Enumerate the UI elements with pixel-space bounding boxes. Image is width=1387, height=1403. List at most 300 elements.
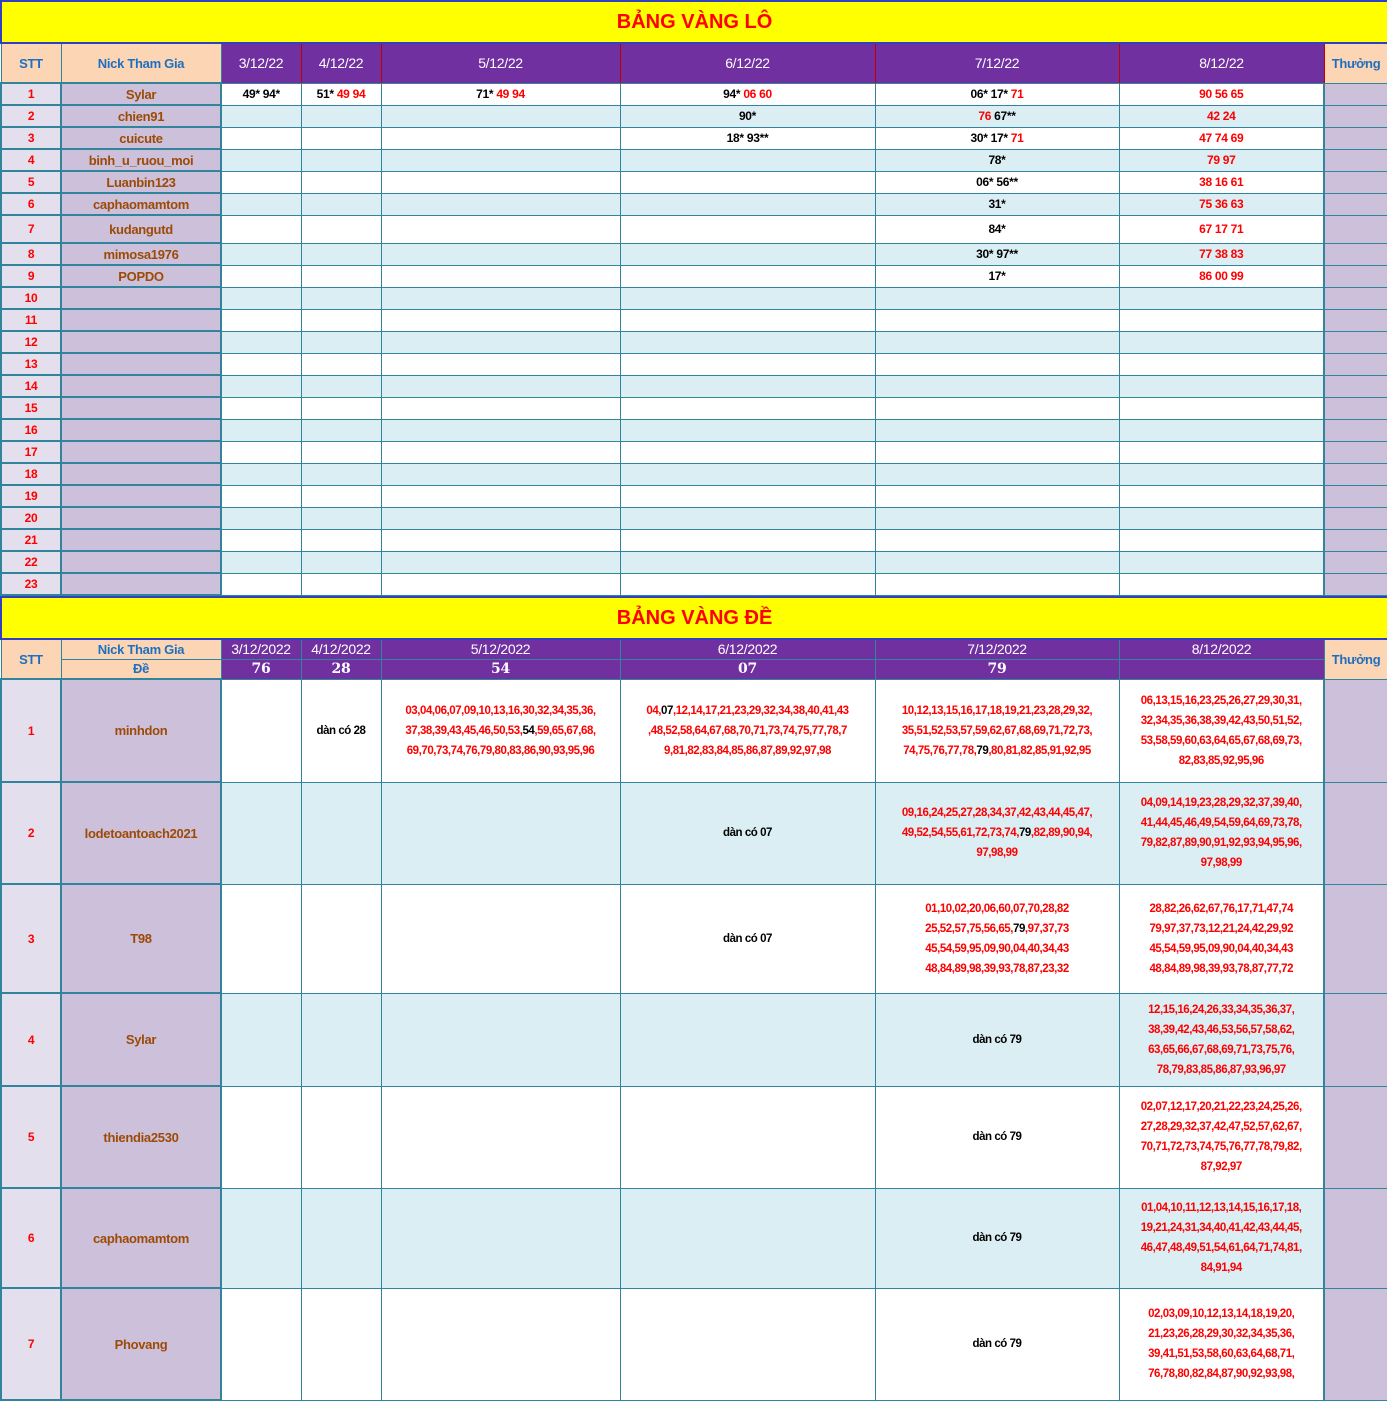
reward-cell bbox=[1324, 193, 1387, 215]
number-segment: 51* bbox=[316, 87, 337, 101]
participant-nick: Luanbin123 bbox=[61, 171, 221, 193]
lo-entry-cell bbox=[381, 331, 620, 353]
lo-entry-cell bbox=[221, 171, 301, 193]
lo-entry-cell bbox=[620, 215, 875, 243]
lo-entry-cell bbox=[620, 441, 875, 463]
lo-entry-cell bbox=[381, 83, 620, 105]
lo-entry-cell bbox=[381, 485, 620, 507]
number-segment: 78* bbox=[988, 153, 1006, 167]
reward-cell bbox=[1324, 83, 1387, 105]
number-segment: 67** bbox=[994, 109, 1016, 123]
lo-entry-cell bbox=[875, 149, 1119, 171]
row-number: 14 bbox=[1, 375, 61, 397]
de-header-nick: Nick Tham Gia bbox=[61, 639, 221, 659]
number-segment: 70,71,72,73,74,75,76,77,78,79,82, bbox=[1140, 1141, 1302, 1153]
cell-line bbox=[621, 721, 875, 741]
lo-entry-cell bbox=[620, 529, 875, 551]
lo-entry-cell bbox=[221, 353, 301, 375]
lo-entry-cell bbox=[381, 397, 620, 419]
number-segment: 01,04,10,11,12,13,14,15,16,17,18, bbox=[1141, 1202, 1302, 1214]
cell-line bbox=[876, 153, 1119, 167]
lo-entry-cell bbox=[1119, 127, 1324, 149]
de-entry-cell bbox=[221, 679, 301, 782]
lo-entry-cell bbox=[875, 551, 1119, 573]
number-segment: 94* bbox=[723, 87, 744, 101]
reward-cell bbox=[1324, 215, 1387, 243]
lo-entry-cell bbox=[620, 375, 875, 397]
reward-cell bbox=[1324, 1188, 1387, 1288]
de-entry-cell bbox=[875, 679, 1119, 782]
lo-header-nick: Nick Tham Gia bbox=[61, 43, 221, 83]
lo-entry-cell bbox=[221, 215, 301, 243]
lo-entry-cell bbox=[221, 331, 301, 353]
de-entry-cell bbox=[381, 1086, 620, 1188]
participant-nick: caphaomamtom bbox=[61, 193, 221, 215]
cell-line bbox=[1120, 1060, 1324, 1080]
reward-cell bbox=[1324, 884, 1387, 993]
lo-entry-cell bbox=[875, 463, 1119, 485]
cell-line bbox=[1120, 711, 1324, 731]
number-segment: 71 bbox=[1010, 87, 1024, 101]
reward-cell bbox=[1324, 171, 1387, 193]
lo-entry-cell bbox=[221, 149, 301, 171]
number-segment: 97,98,99 bbox=[976, 847, 1018, 859]
cell-line bbox=[302, 721, 381, 741]
number-segment: 18* 93** bbox=[726, 131, 769, 145]
participant-nick: POPDO bbox=[61, 265, 221, 287]
number-segment: 38 16 61 bbox=[1199, 175, 1244, 189]
number-segment: dàn có 79 bbox=[972, 1033, 1022, 1046]
row-number: 17 bbox=[1, 441, 61, 463]
participant-nick bbox=[61, 573, 221, 595]
cell-line bbox=[876, 109, 1119, 123]
number-segment: 01,10,02,20,06,60,07,70,28,82 bbox=[925, 902, 1069, 915]
lo-table-row bbox=[1, 243, 1387, 265]
lo-entry-cell bbox=[381, 507, 620, 529]
lo-entry-cell bbox=[381, 353, 620, 375]
lo-entry-cell bbox=[1119, 215, 1324, 243]
participant-nick bbox=[61, 463, 221, 485]
participant-nick bbox=[61, 287, 221, 309]
cell-line bbox=[1120, 131, 1324, 145]
lo-entry-cell bbox=[1119, 375, 1324, 397]
cell-line bbox=[1120, 1364, 1324, 1384]
lo-table-row bbox=[1, 105, 1387, 127]
de-entry-cell bbox=[875, 1188, 1119, 1288]
de-entry-cell bbox=[381, 884, 620, 993]
row-number: 4 bbox=[1, 993, 61, 1086]
row-number: 5 bbox=[1, 171, 61, 193]
cell-line bbox=[876, 803, 1119, 823]
lo-entry-cell bbox=[620, 83, 875, 105]
participant-nick bbox=[61, 331, 221, 353]
row-number: 10 bbox=[1, 287, 61, 309]
lo-header-date: 5/12/22 bbox=[381, 43, 620, 83]
number-segment: 82,83,85,92,95,96 bbox=[1178, 754, 1264, 767]
lo-table-row bbox=[1, 265, 1387, 287]
cell-line bbox=[876, 701, 1119, 721]
de-result-number: 07 bbox=[620, 659, 875, 679]
de-result-number: 54 bbox=[381, 659, 620, 679]
de-entry-cell bbox=[301, 782, 381, 884]
cell-line bbox=[1120, 813, 1324, 833]
lo-table-row bbox=[1, 331, 1387, 353]
participant-nick bbox=[61, 529, 221, 551]
lo-entry-cell bbox=[1119, 265, 1324, 287]
participant-nick: minhdon bbox=[61, 679, 221, 782]
number-segment: dàn có 07 bbox=[723, 827, 772, 839]
reward-cell bbox=[1324, 573, 1387, 595]
lo-entry-cell bbox=[381, 215, 620, 243]
row-number: 19 bbox=[1, 485, 61, 507]
lo-entry-cell bbox=[381, 529, 620, 551]
lo-entry-cell bbox=[221, 127, 301, 149]
number-segment: 87,92,97 bbox=[1200, 1161, 1242, 1173]
lo-entry-cell bbox=[1119, 83, 1324, 105]
de-entry-cell bbox=[381, 1188, 620, 1288]
de-table-row bbox=[1, 1288, 1387, 1400]
lo-table-row bbox=[1, 507, 1387, 529]
row-number: 1 bbox=[1, 83, 61, 105]
lo-entry-cell bbox=[221, 397, 301, 419]
lo-entry-cell bbox=[875, 529, 1119, 551]
lo-entry-cell bbox=[221, 105, 301, 127]
number-segment: 19,21,24,31,34,40,41,42,43,44,45, bbox=[1140, 1222, 1302, 1234]
lo-table-row bbox=[1, 287, 1387, 309]
de-entry-cell bbox=[1119, 1188, 1324, 1288]
participant-nick: Phovang bbox=[61, 1288, 221, 1400]
row-number: 11 bbox=[1, 309, 61, 331]
lo-entry-cell bbox=[301, 127, 381, 149]
number-segment: 78,79,83,85,86,87,93,96,97 bbox=[1156, 1063, 1286, 1076]
lo-entry-cell bbox=[381, 441, 620, 463]
lo-table-row bbox=[1, 127, 1387, 149]
cell-line bbox=[382, 701, 620, 721]
participant-nick: Sylar bbox=[61, 83, 221, 105]
number-segment: ,82,89,90,94, bbox=[1030, 827, 1093, 839]
lo-entry-cell bbox=[221, 463, 301, 485]
lo-entry-cell bbox=[620, 127, 875, 149]
row-number: 20 bbox=[1, 507, 61, 529]
lo-entry-cell bbox=[620, 573, 875, 595]
lo-entry-cell bbox=[875, 419, 1119, 441]
number-segment: 32,34,35,36,38,39,42,43,50,51,52, bbox=[1140, 714, 1302, 727]
number-segment: 06* 56** bbox=[976, 175, 1018, 189]
number-segment: dàn có 79 bbox=[972, 1338, 1022, 1350]
de-entry-cell bbox=[1119, 782, 1324, 884]
cell-line bbox=[621, 823, 875, 843]
cell-line bbox=[1120, 109, 1324, 123]
de-table-row bbox=[1, 1086, 1387, 1188]
row-number: 6 bbox=[1, 193, 61, 215]
number-segment: 79 bbox=[1013, 922, 1025, 935]
lo-entry-cell bbox=[301, 215, 381, 243]
number-segment: 39,41,51,53,58,60,63,64,68,71, bbox=[1148, 1348, 1295, 1360]
cell-line bbox=[876, 843, 1119, 863]
lo-entry-cell bbox=[875, 507, 1119, 529]
participant-nick: T98 bbox=[61, 884, 221, 993]
de-table-row bbox=[1, 993, 1387, 1086]
number-segment: ,59,65,67,68, bbox=[534, 724, 596, 737]
number-segment: ,12,14,17,21,23,29,32,34,38,40,41,43 bbox=[672, 704, 849, 717]
lo-entry-cell bbox=[381, 287, 620, 309]
row-number: 21 bbox=[1, 529, 61, 551]
cell-line bbox=[1120, 959, 1324, 979]
lo-entry-cell bbox=[301, 83, 381, 105]
cell-line bbox=[1120, 1198, 1324, 1218]
number-segment: 86 00 99 bbox=[1199, 269, 1244, 283]
cell-line bbox=[621, 87, 875, 101]
row-number: 15 bbox=[1, 397, 61, 419]
number-segment: 06,13,15,16,23,25,26,27,29,30,31, bbox=[1140, 694, 1302, 707]
number-segment: 21,23,26,28,29,30,32,34,35,36, bbox=[1148, 1328, 1295, 1340]
number-segment: 47 74 69 bbox=[1199, 131, 1244, 145]
lo-entry-cell bbox=[620, 193, 875, 215]
lo-title: BẢNG VÀNG LÔ bbox=[1, 1, 1387, 43]
lo-entry-cell bbox=[301, 441, 381, 463]
lo-entry-cell bbox=[301, 529, 381, 551]
de-entry-cell bbox=[875, 1086, 1119, 1188]
lo-entry-cell bbox=[1119, 573, 1324, 595]
lo-table-row bbox=[1, 83, 1387, 105]
number-segment: ,97,37,73 bbox=[1024, 922, 1069, 935]
number-segment: 30* 17* bbox=[970, 131, 1011, 145]
number-segment: 49 94 bbox=[496, 87, 525, 101]
number-segment: 03,04,06,07,09,10,13,16,30,32,34,35,36, bbox=[405, 704, 596, 717]
number-segment: dàn có 28 bbox=[316, 724, 366, 737]
row-number: 6 bbox=[1, 1188, 61, 1288]
cell-line bbox=[1120, 1218, 1324, 1238]
reward-cell bbox=[1324, 149, 1387, 171]
lo-entry-cell bbox=[620, 265, 875, 287]
de-entry-cell bbox=[620, 1288, 875, 1400]
lo-entry-cell bbox=[1119, 171, 1324, 193]
lo-entry-cell bbox=[381, 149, 620, 171]
cell-line bbox=[1120, 853, 1324, 873]
lo-entry-cell bbox=[301, 397, 381, 419]
de-entry-cell bbox=[381, 782, 620, 884]
lo-entry-cell bbox=[221, 287, 301, 309]
lo-entry-cell bbox=[620, 331, 875, 353]
lo-entry-cell bbox=[875, 265, 1119, 287]
participant-nick: lodetoantoach2021 bbox=[61, 782, 221, 884]
lo-entry-cell bbox=[875, 375, 1119, 397]
lo-entry-cell bbox=[301, 507, 381, 529]
row-number: 13 bbox=[1, 353, 61, 375]
number-segment: 77 38 83 bbox=[1199, 247, 1244, 261]
de-entry-cell bbox=[221, 993, 301, 1086]
lo-entry-cell bbox=[620, 353, 875, 375]
number-segment: 71* bbox=[476, 87, 497, 101]
cell-line bbox=[1120, 1324, 1324, 1344]
cell-line bbox=[876, 1334, 1119, 1354]
lo-entry-cell bbox=[1119, 551, 1324, 573]
cell-line bbox=[1120, 1238, 1324, 1258]
cell-line bbox=[1120, 751, 1324, 771]
cell-line bbox=[876, 919, 1119, 939]
lo-entry-cell bbox=[301, 419, 381, 441]
cell-line bbox=[621, 929, 875, 949]
de-entry-cell bbox=[221, 782, 301, 884]
lo-entry-cell bbox=[381, 573, 620, 595]
participant-nick: kudangutd bbox=[61, 215, 221, 243]
de-entry-cell bbox=[381, 679, 620, 782]
de-entry-cell bbox=[301, 1188, 381, 1288]
lo-entry-cell bbox=[875, 309, 1119, 331]
cell-line bbox=[876, 269, 1119, 283]
de-result-number bbox=[1119, 659, 1324, 679]
reward-cell bbox=[1324, 309, 1387, 331]
number-segment: 49 94 bbox=[336, 87, 366, 101]
lo-entry-cell bbox=[875, 287, 1119, 309]
row-number: 22 bbox=[1, 551, 61, 573]
number-segment: 49,52,54,55,61,72,73,74, bbox=[901, 827, 1019, 839]
lo-entry-cell bbox=[875, 171, 1119, 193]
cell-line bbox=[1120, 1000, 1324, 1020]
lo-entry-cell bbox=[381, 243, 620, 265]
lo-table-row bbox=[1, 397, 1387, 419]
cell-line bbox=[876, 721, 1119, 741]
lo-entry-cell bbox=[221, 441, 301, 463]
lo-entry-cell bbox=[381, 551, 620, 573]
reward-cell bbox=[1324, 397, 1387, 419]
number-segment: dàn có 79 bbox=[972, 1232, 1022, 1244]
lo-table bbox=[0, 0, 1387, 596]
lo-entry-cell bbox=[381, 265, 620, 287]
lo-entry-cell bbox=[221, 507, 301, 529]
lo-header-date: 3/12/22 bbox=[221, 43, 301, 83]
de-entry-cell bbox=[1119, 993, 1324, 1086]
cell-line bbox=[876, 899, 1119, 919]
lo-entry-cell bbox=[620, 309, 875, 331]
lo-entry-cell bbox=[221, 243, 301, 265]
lo-entry-cell bbox=[301, 485, 381, 507]
lo-entry-cell bbox=[620, 397, 875, 419]
cell-line bbox=[1120, 269, 1324, 283]
lo-entry-cell bbox=[875, 397, 1119, 419]
row-number: 2 bbox=[1, 105, 61, 127]
number-segment: 45,54,59,95,09,90,04,40,34,43 bbox=[1149, 942, 1294, 955]
de-header-de-label: Đề bbox=[61, 659, 221, 679]
lo-table-row bbox=[1, 485, 1387, 507]
lo-entry-cell bbox=[620, 105, 875, 127]
reward-cell bbox=[1324, 243, 1387, 265]
number-segment: 06 60 bbox=[743, 87, 772, 101]
number-segment: 02,03,09,10,12,13,14,18,19,20, bbox=[1148, 1308, 1295, 1320]
lo-entry-cell bbox=[1119, 105, 1324, 127]
cell-line bbox=[876, 222, 1119, 236]
lo-entry-cell bbox=[1119, 331, 1324, 353]
number-segment: 74,75,76,77,78, bbox=[903, 744, 977, 757]
number-segment: 31* bbox=[988, 197, 1006, 211]
participant-nick: Sylar bbox=[61, 993, 221, 1086]
lo-entry-cell bbox=[301, 463, 381, 485]
reward-cell bbox=[1324, 485, 1387, 507]
reward-cell bbox=[1324, 353, 1387, 375]
lo-entry-cell bbox=[221, 83, 301, 105]
cell-line bbox=[876, 175, 1119, 189]
lo-entry-cell bbox=[301, 171, 381, 193]
number-segment: 63,65,66,67,68,69,71,73,75,76, bbox=[1148, 1043, 1295, 1056]
lo-entry-cell bbox=[221, 551, 301, 573]
number-segment: 35,51,52,53,57,59,62,67,68,69,71,72,73, bbox=[901, 724, 1093, 737]
cell-line bbox=[876, 1030, 1119, 1050]
de-header-date: 3/12/2022 bbox=[221, 639, 301, 659]
cell-line bbox=[621, 109, 875, 123]
lo-entry-cell bbox=[620, 463, 875, 485]
row-number: 1 bbox=[1, 679, 61, 782]
lo-table-row bbox=[1, 529, 1387, 551]
lo-header-date: 8/12/22 bbox=[1119, 43, 1324, 83]
number-segment: 04,09,14,19,23,28,29,32,37,39,40, bbox=[1140, 797, 1302, 809]
lo-entry-cell bbox=[1119, 193, 1324, 215]
de-entry-cell bbox=[301, 1086, 381, 1188]
number-segment: 06* 17* bbox=[970, 87, 1011, 101]
number-segment: 07 bbox=[661, 704, 673, 717]
reward-cell bbox=[1324, 679, 1387, 782]
cell-line bbox=[876, 939, 1119, 959]
participant-nick bbox=[61, 441, 221, 463]
de-entry-cell bbox=[221, 1086, 301, 1188]
de-header-stt: STT bbox=[1, 639, 61, 679]
number-segment: 49* 94* bbox=[242, 87, 280, 101]
row-number: 3 bbox=[1, 127, 61, 149]
de-entry-cell bbox=[620, 884, 875, 993]
participant-nick: chien91 bbox=[61, 105, 221, 127]
participant-nick bbox=[61, 419, 221, 441]
participant-nick: thiendia2530 bbox=[61, 1086, 221, 1188]
lo-entry-cell bbox=[221, 485, 301, 507]
reward-cell bbox=[1324, 507, 1387, 529]
lo-table-row bbox=[1, 215, 1387, 243]
de-entry-cell bbox=[301, 679, 381, 782]
number-segment: 69,70,73,74,76,79,80,83,86,90,93,95,96 bbox=[406, 744, 595, 757]
de-result-number: 79 bbox=[875, 659, 1119, 679]
row-number: 4 bbox=[1, 149, 61, 171]
participant-nick: binh_u_ruou_moi bbox=[61, 149, 221, 171]
cell-line bbox=[382, 721, 620, 741]
participant-nick bbox=[61, 309, 221, 331]
cell-line bbox=[876, 741, 1119, 761]
lo-entry-cell bbox=[301, 287, 381, 309]
lo-table-row bbox=[1, 309, 1387, 331]
number-segment: 41,44,45,46,49,54,59,64,69,73,78, bbox=[1140, 817, 1302, 829]
cell-line bbox=[621, 741, 875, 761]
cell-line bbox=[1120, 1137, 1324, 1157]
cell-line bbox=[382, 741, 620, 761]
reward-cell bbox=[1324, 551, 1387, 573]
lo-entry-cell bbox=[620, 551, 875, 573]
de-entry-cell bbox=[875, 884, 1119, 993]
number-segment: 42 24 bbox=[1206, 109, 1236, 123]
de-entry-cell bbox=[620, 679, 875, 782]
cell-line bbox=[1120, 939, 1324, 959]
lo-entry-cell bbox=[381, 419, 620, 441]
lo-table-row bbox=[1, 573, 1387, 595]
de-entry-cell bbox=[301, 884, 381, 993]
de-header-reward: Thưởng bbox=[1324, 639, 1387, 679]
number-segment: 54 bbox=[522, 724, 535, 737]
cell-line bbox=[1120, 197, 1324, 211]
lo-entry-cell bbox=[875, 127, 1119, 149]
lo-table-row bbox=[1, 441, 1387, 463]
de-table-row bbox=[1, 1188, 1387, 1288]
lo-entry-cell bbox=[875, 573, 1119, 595]
lo-entry-cell bbox=[620, 243, 875, 265]
participant-nick: cuicute bbox=[61, 127, 221, 149]
lo-entry-cell bbox=[1119, 419, 1324, 441]
cell-line bbox=[876, 959, 1119, 979]
